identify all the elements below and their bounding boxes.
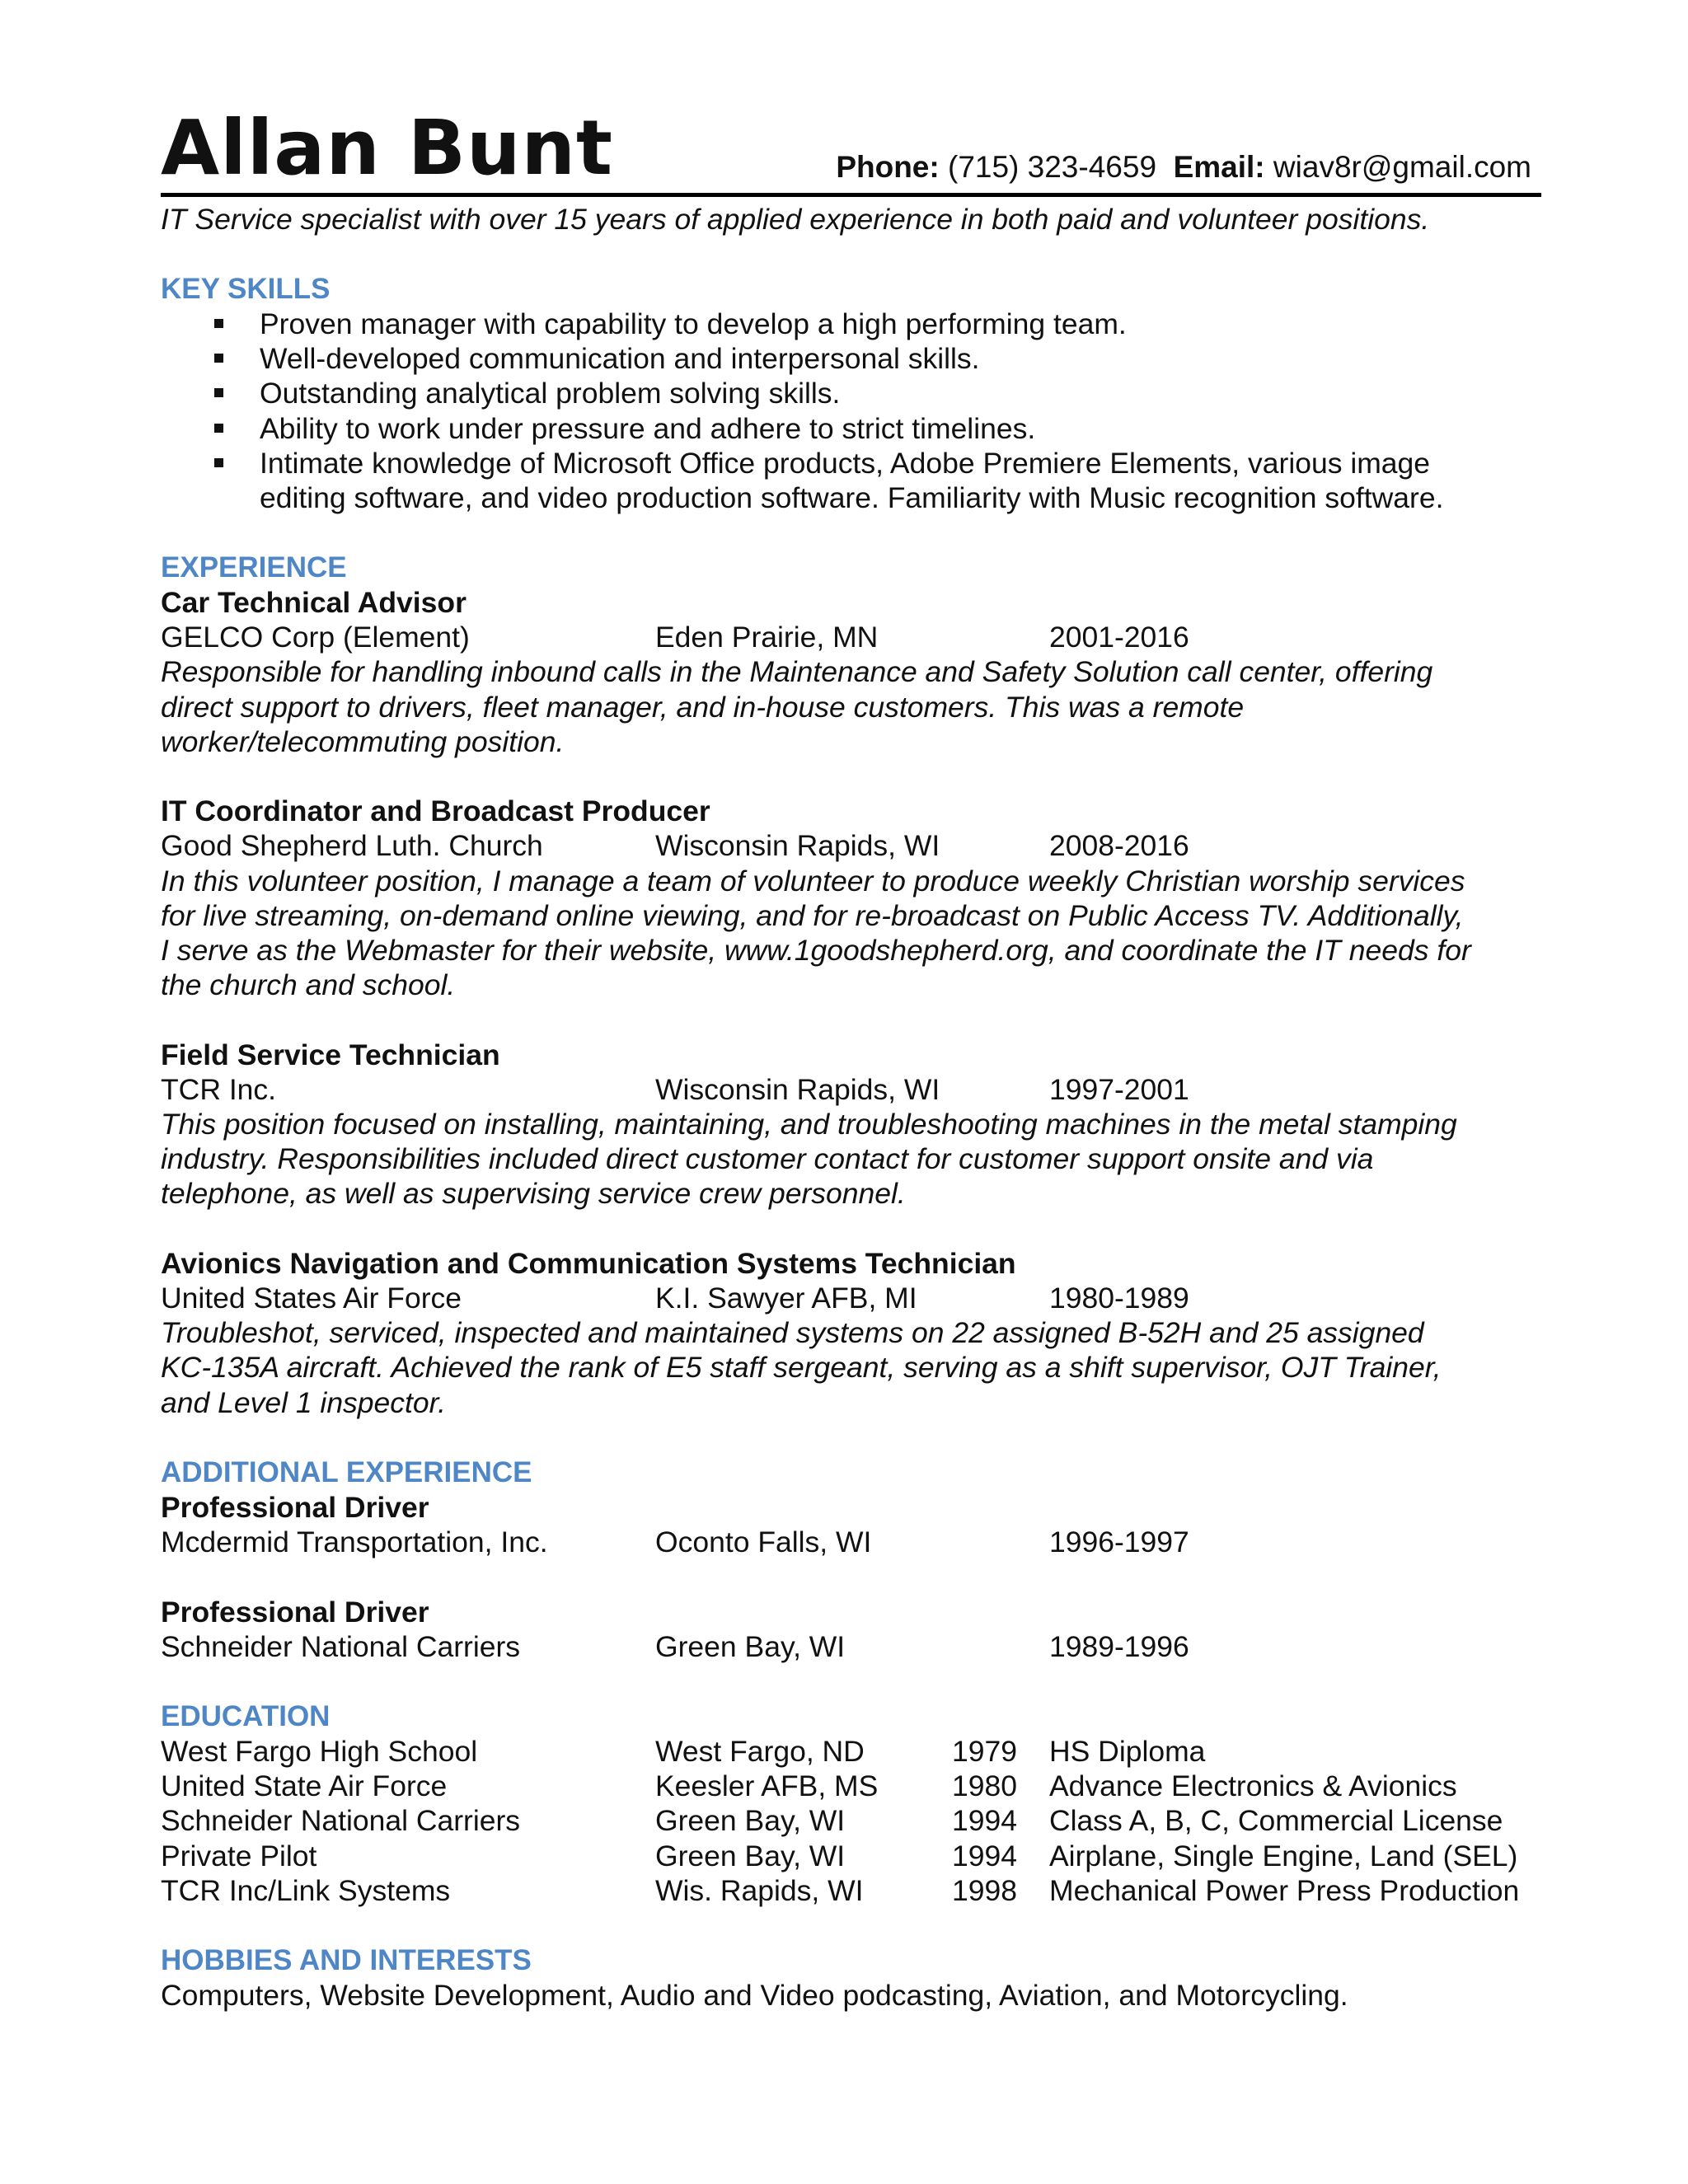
skill-text: Outstanding analytical problem solving skills. [260,377,841,410]
skill-item [161,446,1541,515]
job-description-line: industry. Responsibilities included direct customer contact for customer support onsite and via [161,1142,1374,1176]
education-location: Green Bay, WI [655,1839,846,1872]
education-year: 1980 [952,1769,1017,1803]
skills-list [161,307,1541,515]
job-description-line: This position focused on installing, maintaining, and troubleshooting machines in the metal stamping [161,1107,1457,1141]
education-year: 1994 [952,1839,1017,1872]
education-section [161,1699,1541,1908]
skill-text: Well-developed communication and interpersonal skills. [260,342,980,376]
job-entry [161,1246,1541,1420]
education-school: Private Pilot [161,1839,317,1872]
education-year: 1998 [952,1873,1017,1907]
job-description-line: telephone, as well as supervising service crew personnel. [161,1177,906,1211]
additional-experience-section [161,1455,1541,1664]
job-meta [161,1525,1541,1559]
job-years: 1989-1996 [1049,1629,1189,1663]
job-entry [161,1038,1541,1212]
education-year: 1994 [952,1804,1017,1838]
phone-number: (715) 323-4659 [948,150,1157,184]
tagline: IT Service specialist with over 15 years of applied experience in both paid and volunteer positions. [161,203,1430,236]
job-meta [161,1281,1541,1315]
education-school: TCR Inc/Link Systems [161,1873,451,1907]
job-years: 2008-2016 [1049,829,1189,863]
education-row [161,1769,1541,1803]
hobbies-text: Computers, Website Development, Audio and Video podcasting, Aviation, and Motorcycling. [161,1979,1348,2012]
education-row [161,1803,1541,1838]
job-meta [161,1629,1541,1664]
job-title: Car Technical Advisor [161,586,467,619]
education-location: West Fargo, ND [655,1735,865,1768]
candidate-name: Allan Bunt [161,104,613,192]
job-title: Avionics Navigation and Communication Systems Technician [161,1246,1016,1280]
bullet-icon [214,424,223,433]
skill-text: Intimate knowledge of Microsoft Office products, Adobe Premiere Elements, various image editing software, and video production software. Familiarity with Music recognition software. [260,446,1444,515]
job-meta [161,828,1541,863]
job-location: Wisconsin Rapids, WI [655,829,940,863]
job-employer: Schneider National Carriers [161,1629,521,1663]
job-description-line: and Level 1 inspector. [161,1385,447,1419]
education-location: Keesler AFB, MS [655,1769,879,1803]
bullet-icon [214,458,223,467]
job-location: Wisconsin Rapids, WI [655,1072,940,1106]
skill-text: Proven manager with capability to develop a high performing team. [260,307,1127,340]
bullet-icon [214,319,223,328]
education-year: 1979 [952,1735,1017,1768]
job-title: Professional Driver [161,1491,429,1524]
job-employer: Good Shepherd Luth. Church [161,829,543,863]
job-entry [161,794,1541,1002]
job-years: 1996-1997 [1049,1526,1189,1559]
job-title: IT Coordinator and Broadcast Producer [161,794,710,828]
section-title-hobbies: HOBBIES AND INTERESTS [161,1944,532,1976]
header-rule [161,193,1541,197]
experience-section [161,551,1541,1420]
job-meta [161,1072,1541,1107]
bullet-icon [214,354,223,363]
job-description-line: In this volunteer position, I manage a team of volunteer to produce weekly Christian worship services [161,864,1465,898]
email-label: Email: [1173,150,1265,184]
resume-header [161,104,1541,198]
phone-label: Phone: [836,150,940,184]
job-location: K.I. Sawyer AFB, MI [655,1281,917,1315]
education-school: United State Air Force [161,1769,448,1803]
education-row [161,1839,1541,1873]
section-title-additional-experience: ADDITIONAL EXPERIENCE [161,1456,532,1488]
skill-item [161,341,1541,376]
email-address: wiav8r@gmail.com [1273,150,1531,184]
job-years: 1997-2001 [1049,1072,1189,1106]
education-award: Class A, B, C, Commercial License [1049,1804,1503,1838]
job-entry [161,585,1541,759]
education-award: HS Diploma [1049,1735,1206,1768]
skill-item [161,307,1541,341]
job-entry [161,1490,1541,1559]
job-description-line: KC-135A aircraft. Achieved the rank of E5 staff sergeant, serving as a shift supervisor, OJT Trainer, [161,1351,1442,1385]
education-school: Schneider National Carriers [161,1804,521,1838]
job-title: Field Service Technician [161,1038,500,1071]
job-description-line: for live streaming, on-demand online viewing, and for re-broadcast on Public Access TV. Additionally, [161,898,1464,932]
hobbies-section [161,1943,1541,2013]
job-description-line: direct support to drivers, fleet manager, and in-house customers. This was a remote [161,690,1245,724]
skill-text: Ability to work under pressure and adhere to strict timelines. [260,411,1036,445]
job-description-line: Troubleshot, serviced, inspected and maintained systems on 22 assigned B-52H and 25 assigned [161,1316,1424,1350]
job-employer: Mcdermid Transportation, Inc. [161,1526,548,1559]
education-award: Mechanical Power Press Production [1049,1873,1520,1907]
education-location: Wis. Rapids, WI [655,1873,864,1907]
bullet-icon [214,388,223,397]
education-award: Advance Electronics & Avionics [1049,1769,1457,1803]
job-meta [161,620,1541,654]
section-title-experience: EXPERIENCE [161,551,347,583]
skill-item [161,411,1541,446]
section-title-education: EDUCATION [161,1700,331,1732]
education-row [161,1734,1541,1769]
job-description-line: the church and school. [161,968,456,1002]
job-description-line: Responsible for handling inbound calls in the Maintenance and Safety Solution call center, offering [161,655,1433,689]
skill-item [161,376,1541,410]
job-description-line: worker/telecommuting position. [161,724,565,758]
job-location: Green Bay, WI [655,1629,846,1663]
job-entry [161,1595,1541,1664]
section-title-key-skills: KEY SKILLS [161,273,331,305]
contact-info [836,148,1531,186]
job-employer: GELCO Corp (Element) [161,621,470,654]
education-location: Green Bay, WI [655,1804,846,1838]
job-years: 2001-2016 [1049,621,1189,654]
job-employer: TCR Inc. [161,1072,277,1106]
education-award: Airplane, Single Engine, Land (SEL) [1049,1839,1518,1872]
education-row [161,1873,1541,1908]
job-employer: United States Air Force [161,1281,462,1315]
job-location: Oconto Falls, WI [655,1526,872,1559]
job-years: 1980-1989 [1049,1281,1189,1315]
education-school: West Fargo High School [161,1735,478,1768]
job-title: Professional Driver [161,1595,429,1629]
key-skills-section [161,272,1541,515]
job-description-line: I serve as the Webmaster for their website, www.1goodshepherd.org, and coordinate the IT needs for [161,933,1471,967]
job-location: Eden Prairie, MN [655,621,879,654]
